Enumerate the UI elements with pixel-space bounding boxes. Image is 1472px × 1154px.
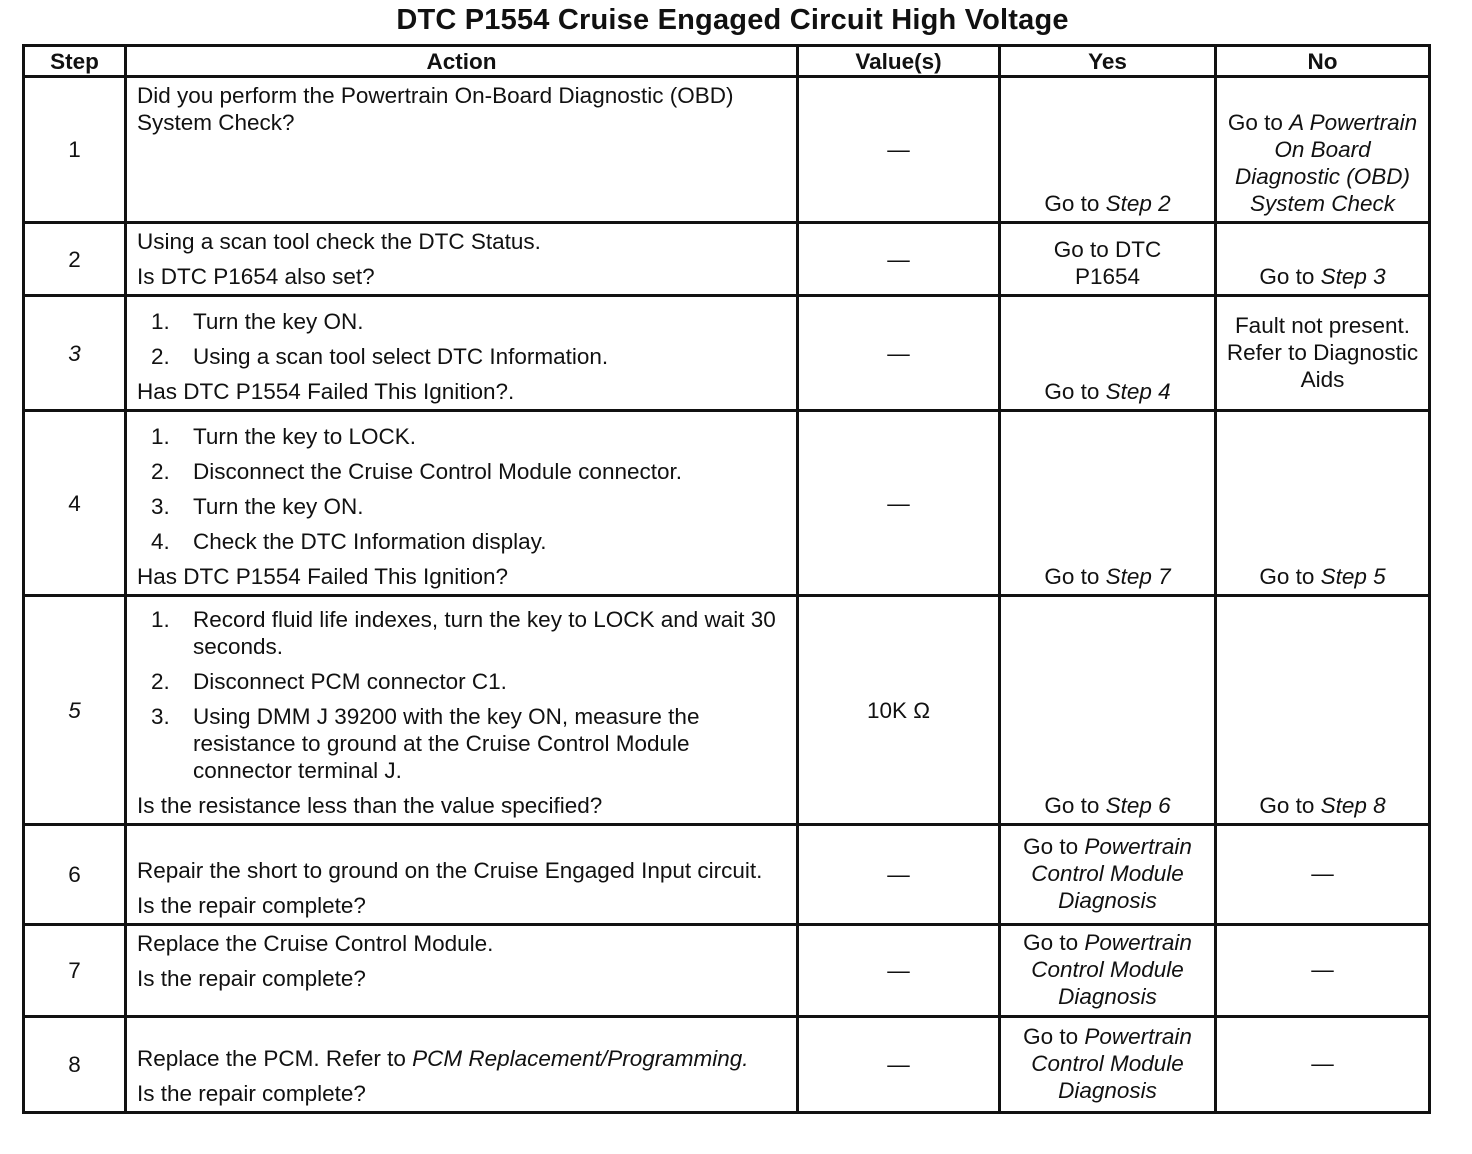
no-link: A Powertrain On Board Diagnostic (OBD) System Check xyxy=(1234,110,1418,216)
action-item: 4. Check the DTC Information display. xyxy=(151,529,547,554)
yes-link: Powertrain Control Module Diagnosis xyxy=(1031,930,1192,1009)
no-cell xyxy=(1216,296,1430,411)
action-cell xyxy=(126,77,798,223)
yes-prefix: Go to xyxy=(1023,1024,1085,1049)
no-cell xyxy=(1216,411,1430,596)
yes-prefix: Go to xyxy=(1023,930,1085,955)
table-row xyxy=(24,1017,1430,1113)
step-cell: 6 xyxy=(24,825,126,925)
yes-cell xyxy=(1000,296,1216,411)
yes-cell xyxy=(1000,77,1216,223)
action-question: Is DTC P1654 also set? xyxy=(137,264,375,289)
no-cell xyxy=(1216,596,1430,825)
header-yes: Yes xyxy=(1000,46,1216,77)
action-line: Did you perform the Powertrain On-Board Diagnostic (OBD) System Check? xyxy=(137,83,734,135)
no-cell xyxy=(1216,1017,1430,1113)
value-cell: — xyxy=(798,1017,1000,1113)
action-item: 1. Turn the key ON. xyxy=(151,309,364,334)
no-prefix: Fault not present. Refer to Diagnostic Aids xyxy=(1226,312,1419,392)
action-question: Has DTC P1554 Failed This Ignition? xyxy=(137,564,509,589)
header-value: Value(s) xyxy=(798,46,1000,77)
table-row xyxy=(24,223,1430,296)
action-line: Replace the Cruise Control Module. xyxy=(137,931,494,956)
yes-prefix: Go to xyxy=(1023,834,1085,859)
action-cell xyxy=(126,411,798,596)
no-link: Step 8 xyxy=(1320,793,1386,818)
table-row xyxy=(24,596,1430,825)
action-question: Is the repair complete? xyxy=(137,966,366,991)
yes-prefix: Go to xyxy=(1044,379,1106,404)
step-cell: 2 xyxy=(24,223,126,296)
value-cell: — xyxy=(798,77,1000,223)
no-prefix: Go to xyxy=(1259,793,1321,818)
yes-prefix: Go to xyxy=(1044,191,1106,216)
table-row xyxy=(24,411,1430,596)
action-cell xyxy=(126,596,798,825)
no-prefix: — xyxy=(1311,957,1334,982)
table-row xyxy=(24,296,1430,411)
action-cell xyxy=(126,925,798,1017)
no-prefix: Go to xyxy=(1259,564,1321,589)
action-question: Is the repair complete? xyxy=(137,893,366,918)
value-cell: — xyxy=(798,411,1000,596)
step-cell: 1 xyxy=(24,77,126,223)
action-line-text: Replace the PCM. Refer to xyxy=(137,1046,413,1071)
no-cell xyxy=(1216,223,1430,296)
yes-link: Step 6 xyxy=(1105,793,1171,818)
header-row xyxy=(24,46,1430,77)
action-item: 1. Turn the key to LOCK. xyxy=(151,424,417,449)
yes-link: Powertrain Control Module Diagnosis xyxy=(1031,834,1192,913)
value-cell: — xyxy=(798,296,1000,411)
action-line xyxy=(137,1045,786,1072)
no-prefix: Go to xyxy=(1227,110,1290,135)
yes-cell xyxy=(1000,223,1216,296)
action-item: 3. Turn the key ON. xyxy=(151,494,364,519)
yes-link: Step 2 xyxy=(1105,191,1171,216)
table-row xyxy=(24,825,1430,925)
action-line: Repair the short to ground on the Cruise Engaged Input circuit. xyxy=(137,858,763,883)
table-row xyxy=(24,925,1430,1017)
action-question: Is the repair complete? xyxy=(137,1081,366,1106)
action-reference: PCM Replacement/Programming. xyxy=(412,1046,749,1071)
action-item: 2. Using a scan tool select DTC Information. xyxy=(151,344,609,369)
header-no: No xyxy=(1216,46,1430,77)
diagnostic-table xyxy=(22,44,1431,1114)
action-cell xyxy=(126,296,798,411)
yes-prefix: Go to xyxy=(1044,564,1106,589)
no-link: Step 5 xyxy=(1320,564,1386,589)
step-cell: 7 xyxy=(24,925,126,1017)
no-cell xyxy=(1216,925,1430,1017)
value-cell: 10K Ω xyxy=(798,596,1000,825)
yes-cell xyxy=(1000,925,1216,1017)
step-cell: 8 xyxy=(24,1017,126,1113)
yes-cell xyxy=(1000,825,1216,925)
action-question: Has DTC P1554 Failed This Ignition?. xyxy=(137,379,515,404)
action-cell xyxy=(126,223,798,296)
no-prefix: — xyxy=(1311,1051,1334,1076)
action-item: 1. Record fluid life indexes, turn the key to LOCK and wait 30 seconds. xyxy=(151,607,776,659)
header-step: Step xyxy=(24,46,126,77)
action-item: 2. Disconnect PCM connector C1. xyxy=(151,669,507,694)
yes-cell xyxy=(1000,411,1216,596)
action-cell xyxy=(126,825,798,925)
action-item: 2. Disconnect the Cruise Control Module connector. xyxy=(151,459,683,484)
table-row xyxy=(24,77,1430,223)
yes-link: Step 7 xyxy=(1105,564,1171,589)
action-line: Using a scan tool check the DTC Status. xyxy=(137,229,541,254)
yes-link: Powertrain Control Module Diagnosis xyxy=(1031,1024,1192,1103)
value-cell: — xyxy=(798,925,1000,1017)
no-prefix: — xyxy=(1311,861,1334,886)
action-item: 3. Using DMM J 39200 with the key ON, measure the resistance to ground at the Cruise Control Module connector terminal J. xyxy=(151,704,700,783)
action-cell xyxy=(126,1017,798,1113)
yes-cell xyxy=(1000,596,1216,825)
no-prefix: Go to xyxy=(1259,264,1321,289)
step-cell: 5 xyxy=(24,596,126,825)
no-cell xyxy=(1216,825,1430,925)
yes-prefix: Go to DTC P1654 xyxy=(1053,237,1162,289)
step-cell: 4 xyxy=(24,411,126,596)
no-link: Step 3 xyxy=(1320,264,1386,289)
action-question: Is the resistance less than the value specified? xyxy=(137,793,603,818)
header-action: Action xyxy=(126,46,798,77)
value-cell: — xyxy=(798,223,1000,296)
yes-cell xyxy=(1000,1017,1216,1113)
value-cell: — xyxy=(798,825,1000,925)
step-cell: 3 xyxy=(24,296,126,411)
page-title: DTC P1554 Cruise Engaged Circuit High Voltage xyxy=(396,4,1069,36)
yes-prefix: Go to xyxy=(1044,793,1106,818)
yes-link: Step 4 xyxy=(1105,379,1171,404)
no-cell xyxy=(1216,77,1430,223)
